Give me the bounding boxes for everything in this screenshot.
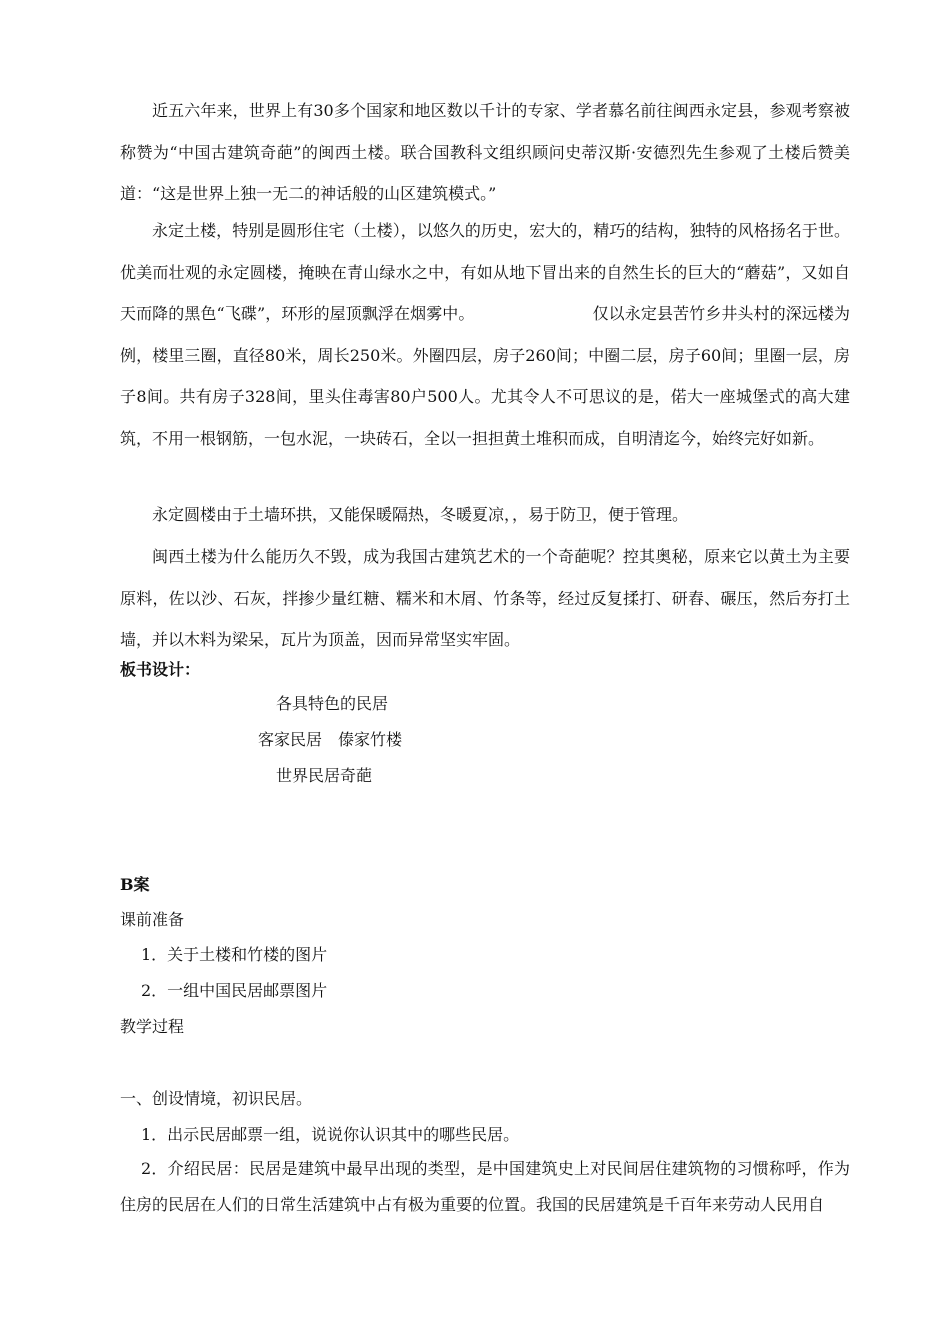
paragraph-secret: 闽西土楼为什么能历久不毁，成为我国古建筑艺术的一个奇葩呢？控其奥秘，原来它以黄土为主要原料，佐以沙、石灰，拌掺少量红糖、糯米和木屑、竹条等，经过反复揉打、研舂、碾压，然后夯打土墙，并以木料为梁呆，瓦片为顶盖，因而异常坚实牢固。	[120, 547, 850, 649]
plan-b-heading: B案	[120, 875, 150, 894]
paragraph-shenyuan-lou: 仅以永定县苦竹乡井头村的深远楼为例，楼里三圈，直径80米，周长250米。外圈四层，房子260间；中圈二层，房子60间；里圈一层，房子8间。共有房子328间，里头住毒害80户500人。尤其令人不可思议的是，偌大一座城堡式的高大建筑，不用一根钢筋，一包水泥，一块砖石，全以一担担黄土堆积而成，自明清迄今，始终完好如新。	[120, 304, 850, 448]
prep-item: 1．关于土楼和竹楼的图片	[141, 945, 328, 964]
board-design-heading: 板书设计：	[120, 660, 201, 679]
step-one: 1．出示民居邮票一组，说说你认识其中的哪些民居。	[141, 1125, 520, 1144]
board-line-types: 客家民居 傣家竹楼	[258, 730, 403, 749]
prep-item: 2．一组中国民居邮票图片	[141, 981, 328, 1000]
paragraph-yongding-intro: 永定土楼，特别是圆形住宅（土楼），以悠久的历史，宏大的，精巧的结构，独特的风格扬名于世。优美而壮观的永定圆楼，掩映在青山绿水之中，有如从地下冒出来的自然生长的巨大的“蘑菇”，又如自天而降的黑色“飞碟”，环形的屋顶飘浮在烟雾中。	[120, 221, 850, 323]
paragraph-round-building: 永定圆楼由于土墙环拱，又能保暖隔热，冬暖夏凉，，易于防卫，便于管理。	[152, 505, 689, 524]
prep-title: 课前准备	[120, 910, 185, 929]
process-title: 教学过程	[120, 1017, 185, 1036]
step-two: 2．介绍民居：民居是建筑中最早出现的类型，是中国建筑史上对民间居住建筑物的习惯称呼，作为住房的民居在人们的日常生活建筑中占有极为重要的位置。我国的民居建筑是千百年来劳动人民用自	[120, 1159, 850, 1214]
paragraph-yongding-tulou	[120, 210, 850, 459]
paragraph-tulou-experts: 近五六年来，世界上有30多个国家和地区数以千计的专家、学者慕名前往闽西永定县，参观考察被称赞为“中国古建筑奇葩”的闽西土楼。联合国教科文组织顾问史蒂汉斯·安德烈先生参观了土楼后赞美道：“这是世界上独一无二的神话般的山区建筑模式。”	[120, 101, 850, 203]
board-line-summary: 世界民居奇葩	[276, 766, 373, 785]
section-one-title: 一、创设情境，初识民居。	[120, 1089, 313, 1108]
board-line-title: 各具特色的民居	[276, 694, 389, 713]
